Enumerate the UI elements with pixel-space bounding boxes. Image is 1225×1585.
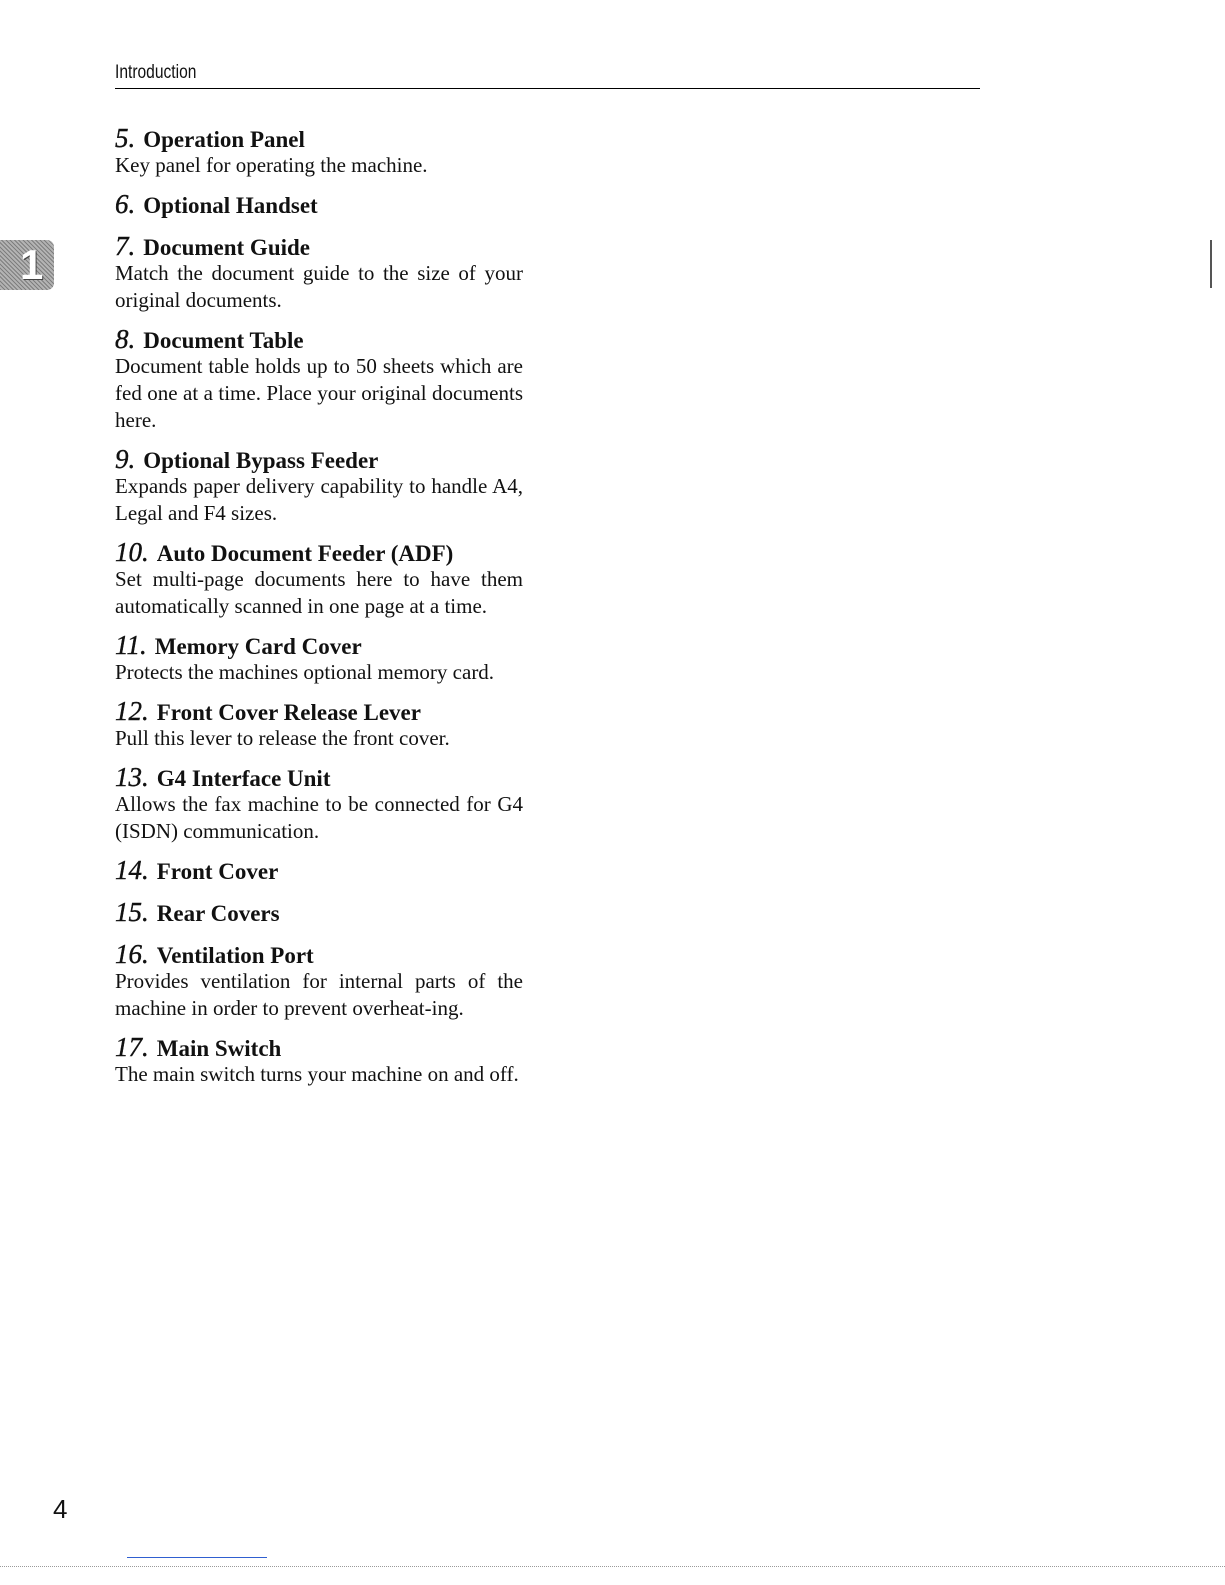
entry-title: Ventilation Port — [156, 943, 314, 968]
entry-description: Allows the fax machine to be connected for G4 (ISDN) communication. — [115, 792, 523, 843]
entry-number: 9. — [115, 444, 136, 474]
entry-description: Pull this lever to release the front cover. — [115, 726, 450, 750]
entry-description: Match the document guide to the size of your original documents. — [115, 261, 523, 312]
entry-title: Document Table — [143, 328, 304, 353]
entry-title: Front Cover — [156, 859, 279, 884]
list-item — [115, 1027, 523, 1093]
list-item — [115, 532, 523, 625]
entry-description: Protects the machines optional memory card. — [115, 660, 495, 684]
entry-number: 13. — [115, 762, 149, 792]
list-item — [115, 850, 523, 892]
parts-list — [115, 118, 523, 1093]
entry-title: Optional Handset — [143, 193, 318, 218]
entry-number: 10. — [115, 537, 149, 567]
entry-number: 5. — [115, 123, 136, 153]
list-item — [115, 691, 523, 757]
entry-title: Memory Card Cover — [154, 634, 362, 659]
list-item — [115, 319, 523, 439]
entry-title: Rear Covers — [156, 901, 280, 926]
entry-heading — [115, 850, 523, 892]
entry-number: 14. — [115, 855, 149, 885]
list-item — [115, 625, 523, 691]
entry-number: 11. — [115, 630, 147, 660]
entry-title: Optional Bypass Feeder — [143, 448, 379, 473]
entry-heading — [115, 892, 523, 934]
running-title: Introduction — [115, 62, 197, 83]
list-item — [115, 892, 523, 934]
chapter-tab-number: 1 — [20, 241, 44, 288]
entry-number: 8. — [115, 324, 136, 354]
entry-description: Document table holds up to 50 sheets which are fed one at a time. Place your original documents here. — [115, 354, 523, 432]
chapter-tab — [0, 240, 54, 290]
bottom-dotted-rule — [0, 1566, 1225, 1567]
entry-heading — [115, 184, 523, 226]
entry-title: Operation Panel — [143, 127, 305, 152]
entry-title: Auto Document Feeder (ADF) — [156, 541, 454, 566]
entry-number: 16. — [115, 939, 149, 969]
entry-number: 15. — [115, 897, 149, 927]
entry-description: Provides ventilation for internal parts of the machine in order to prevent overheat-ing. — [115, 969, 523, 1020]
entry-number: 12. — [115, 696, 149, 726]
page-edge-mark — [1210, 240, 1212, 288]
entry-title: Main Switch — [156, 1036, 282, 1061]
list-item — [115, 184, 523, 226]
list-item — [115, 439, 523, 532]
entry-title: Front Cover Release Lever — [156, 700, 421, 725]
entry-description: Key panel for operating the machine. — [115, 153, 428, 177]
running-header — [115, 62, 980, 89]
list-item — [115, 226, 523, 319]
page-number: 4 — [53, 1494, 68, 1524]
bottom-link-underline — [127, 1557, 267, 1558]
list-item — [115, 934, 523, 1027]
entry-title: G4 Interface Unit — [156, 766, 331, 791]
entry-description: Set multi-page documents here to have them automatically scanned in one page at a time. — [115, 567, 523, 618]
entry-description: The main switch turns your machine on and off. — [115, 1062, 519, 1086]
entry-number: 7. — [115, 231, 136, 261]
entry-number: 6. — [115, 189, 136, 219]
list-item — [115, 757, 523, 850]
entry-description: Expands paper delivery capability to handle A4, Legal and F4 sizes. — [115, 474, 523, 525]
entry-number: 17. — [115, 1032, 149, 1062]
entry-title: Document Guide — [143, 235, 310, 260]
list-item — [115, 118, 523, 184]
